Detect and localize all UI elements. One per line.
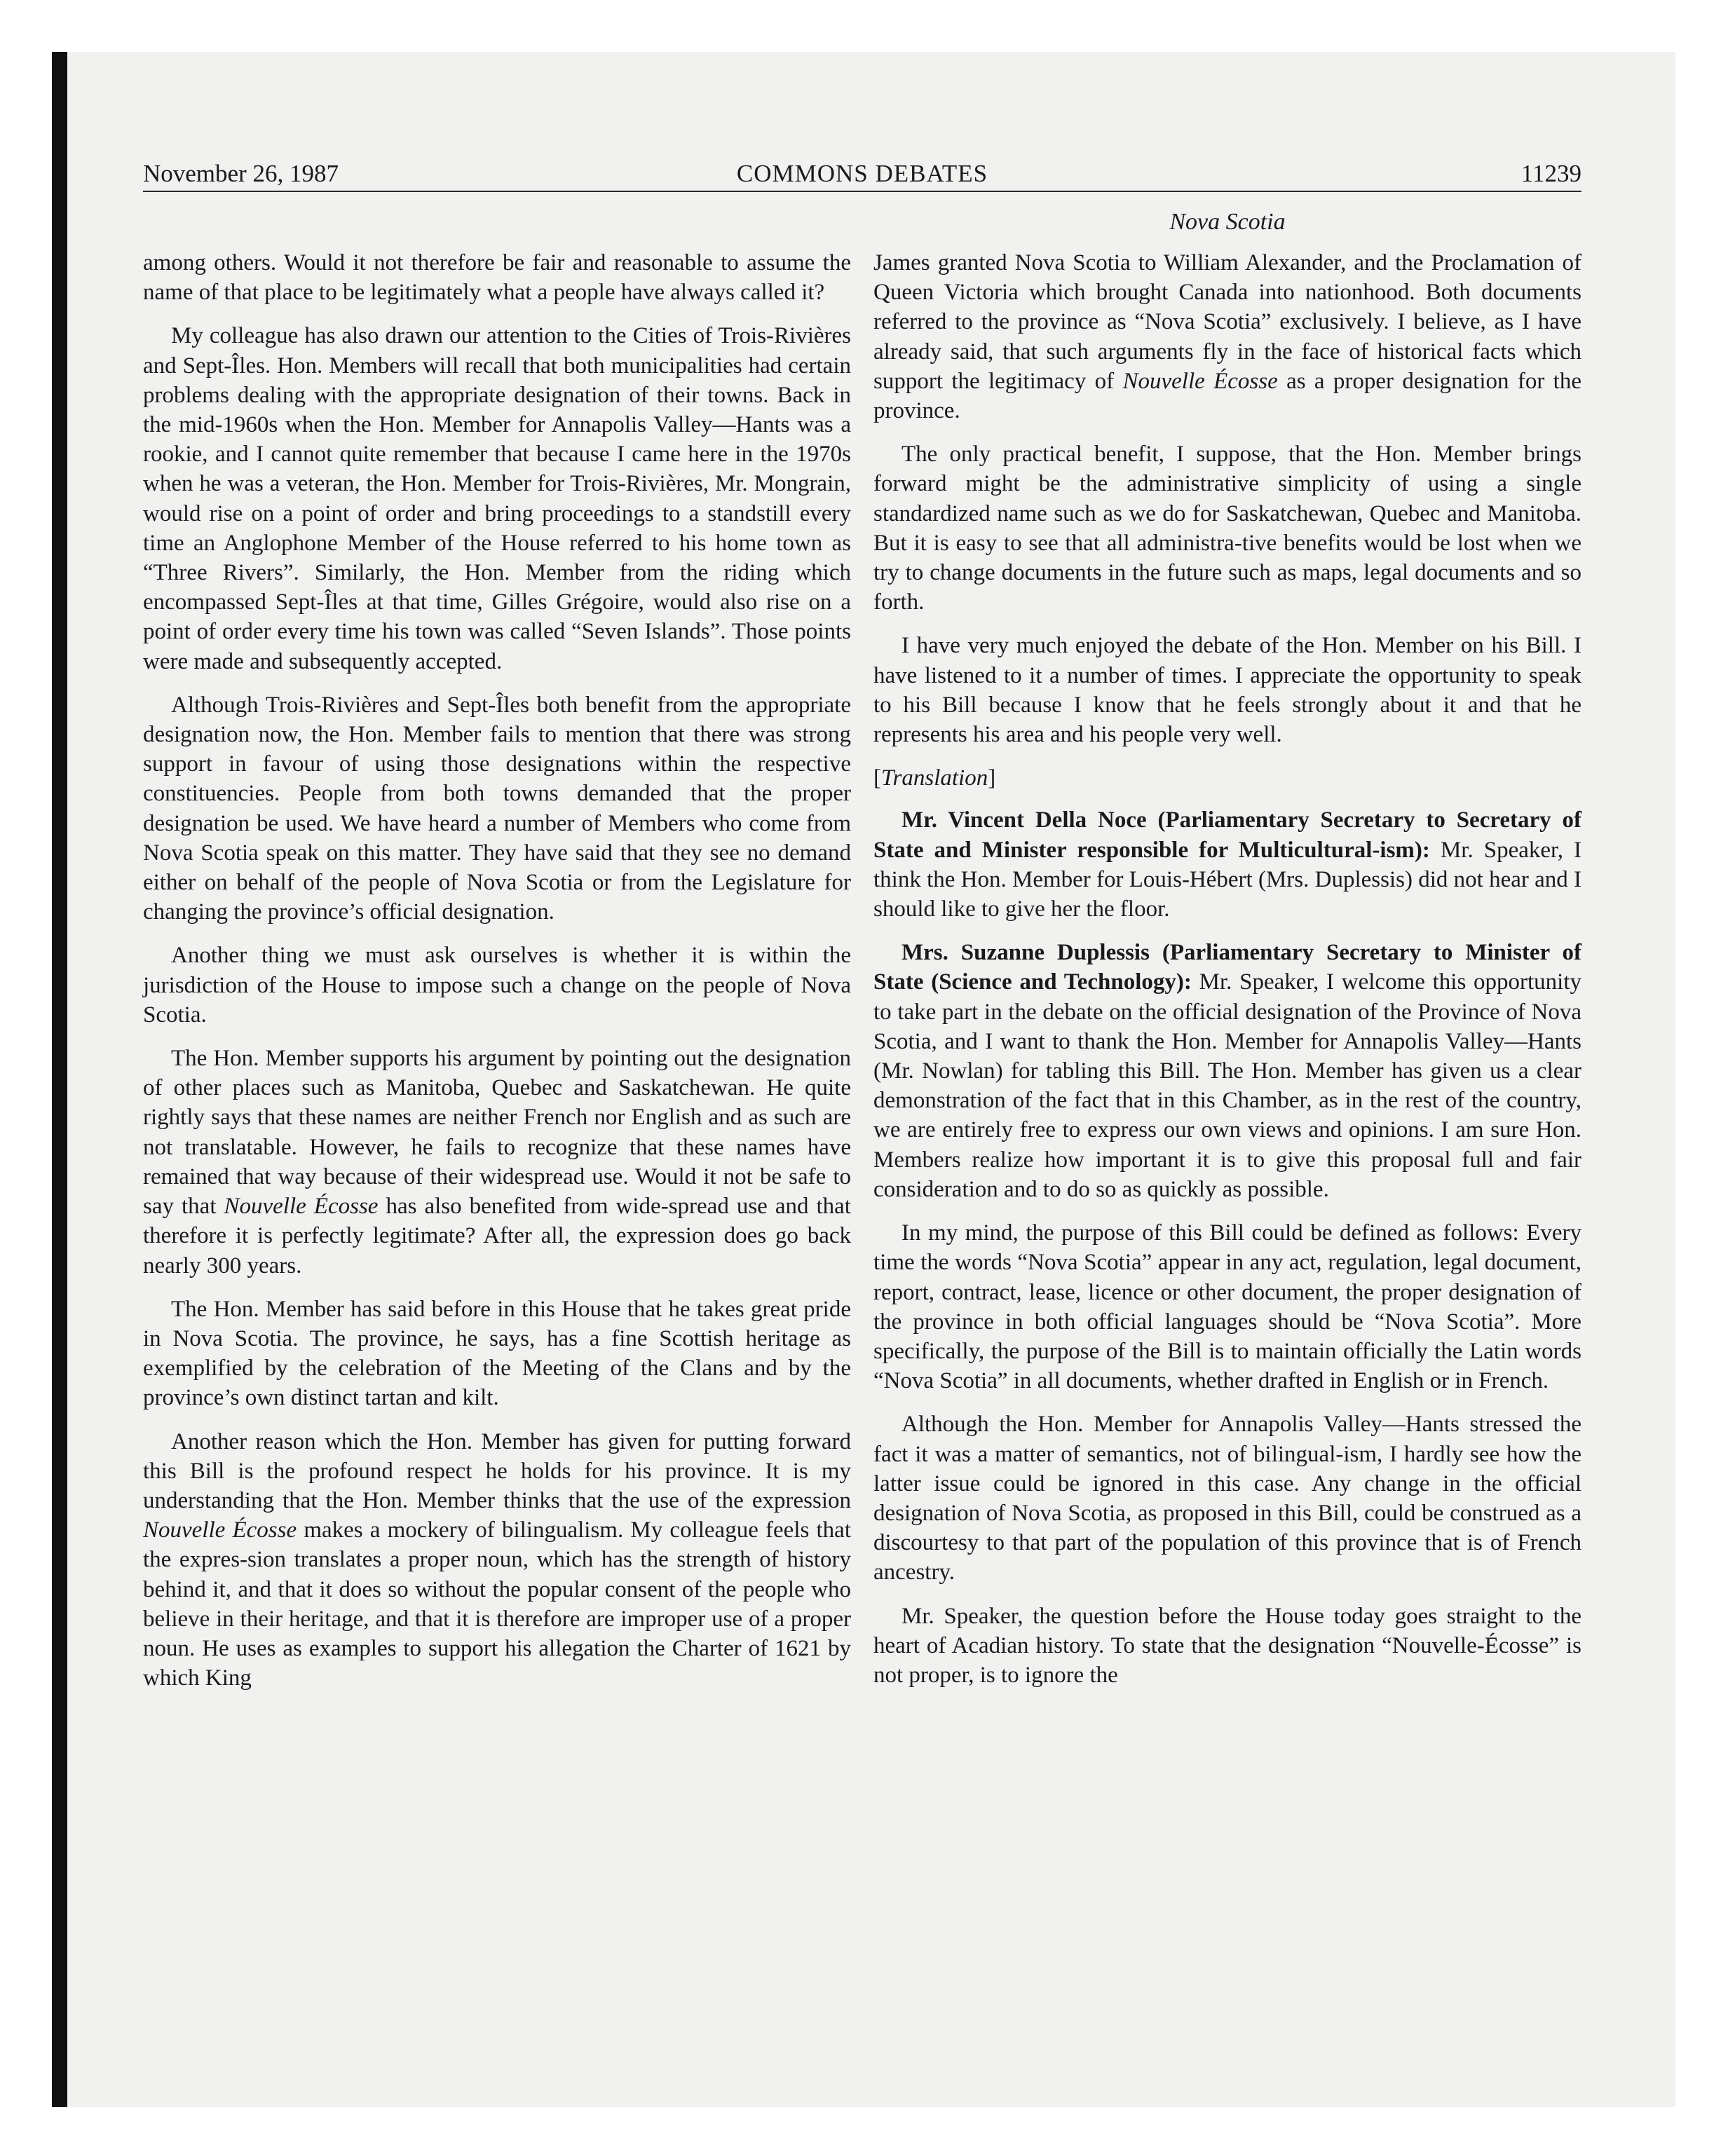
italic-term: Nouvelle Écosse [224,1194,379,1220]
paragraph: I have very much enjoyed the debate of the Hon. Member on his Bill. I have listened to it a number of times. I appreciate the opportunity to speak to his Bill because I know that he feels strongly about it and that he represents his area and his people very well. [873,633,1581,748]
italic-term: Nouvelle Écosse [1122,368,1278,394]
translation-tag-text: Translation [881,765,988,791]
paragraph-text: as a proper designation for the province. [873,368,1582,424]
paragraph-text: has also benefited from wide-spread use and that therefore it is perfectly legitimate? After all, the expression does go back nearly 300 years. [143,1194,851,1278]
paragraph-text: Another reason which the Hon. Member has given for putting forward this Bill is the profound respect he holds for his province. It is my understanding that the Hon. Member thinks that the use of the expression [143,1428,851,1513]
paragraph [143,1427,851,1693]
paragraph: The only practical benefit, I suppose, that the Hon. Member brings forward might be the administrative simplicity of using a single standardized name such as we do for Saskatchewan, Quebec and Manitoba. But it is easy to see that all administra-tive benefits would be lost when we try to change documents in the future such as maps, legal documents and so forth. [873,442,1581,615]
paragraph-text: The Hon. Member supports his argument by pointing out the designation of other places such as Manitoba, Quebec and Saskatchewan. He quite rightly says that these names are neither French nor English and as such are not translatable. However, he fails to recognize that these names have remained that way because of their widespread use. Would it not be safe to say that [143,1046,851,1220]
page-header [143,156,1581,192]
header-page-number: 11239 [1520,160,1581,187]
paragraph: My colleague has also drawn our attention to the Cities of Trois-Rivières and Sept-Îles. Hon. Members will recall that both municipalities had certain problems dealing with the appropriate designation of their towns. Back in the mid-1960s when the Hon. Member for Annapolis Valley—Hants was a rookie, and I cannot quite remember that because I came here in the 1970s when he was a veteran, the Hon. Member for Trois-Rivières, Mr. Mongrain, would rise on a point of order and bring proceedings to a standstill every time an Anglophone Member of the House referred to his home town as “Three Rivers”. Similarly, the Hon. Member from the riding which encompassed Sept-Îles at that time, Gilles Grégoire, would also rise on a point of order every time his town was called “Seven Islands”. Those points were made and subsequently accepted. [143,323,851,674]
header-publication: COMMONS DEBATES [736,160,988,187]
paragraph: In my mind, the purpose of this Bill could be defined as follows: Every time the words “Nova Scotia” appear in any act, regulation, legal document, report, contract, lease, licence or other document, the proper designation of the province in both official languages should be “Nova Scotia”. More specifically, the purpose of the Bill is to maintain officially the Latin words “Nova Scotia” in all documents, whether drafted in English or in French. [873,1220,1581,1394]
paragraph: Although the Hon. Member for Annapolis Valley—Hants stressed the fact it was a matter of semantics, not of bilingual-ism, I hardly see how the latter issue could be ignored in this case. Any change in the official designation of Nova Scotia, as proposed in this Bill, could be construed as a discourtesy to that part of the population of this province that is of French ancestry. [873,1412,1581,1585]
paragraph-text: James granted Nova Scotia to William Alexander, and the Proclamation of Queen Victoria which brought Canada into nationhood. Both documents referred to the province as “Nova Scotia” exclusively. I believe, as I have already said, that such arguments fly in the face of historical facts which support the legitimacy of [873,250,1581,394]
paragraph: Another thing we must ask ourselves is whether it is within the jurisdiction of the House to impose such a change on the people of Nova Scotia. [143,943,851,1028]
paragraph: Although Trois-Rivières and Sept-Îles both benefit from the appropriate designation now, the Hon. Member fails to mention that there was strong support in favour of using those designations within the respective constituencies. People from both towns demanded that the proper designation be used. We have heard a number of Members who come from Nova Scotia speak on this matter. They have said that they see no demand either on behalf of the people of Nova Scotia or from the Legislature for changing the province’s official designation. [143,692,851,925]
right-column [873,248,1581,1704]
paragraph: Mr. Speaker, the question before the House today goes straight to the heart of Acadian history. To state that the designation “Nouvelle-Écosse” is not proper, is to ignore the [873,1603,1581,1688]
speech-paragraph [873,938,1581,1204]
header-date: November 26, 1987 [143,160,339,187]
paragraph-text: makes a mockery of bilingualism. My colleague feels that the expres-sion translates a proper noun, which has the strength of history behind it, and that it does so without the popular consent of the people who believe in their heritage, and that it is therefore are improper use of a proper noun. He uses as examples to support his allegation the Charter of 1621 by which King [143,1517,851,1691]
italic-term: Nouvelle Écosse [143,1517,297,1543]
header-rule [143,191,1581,192]
paragraph [143,1044,851,1281]
left-column [143,248,851,1707]
speech-paragraph [873,805,1581,924]
speech-text: Mr. Speaker, I welcome this opportunity to take part in the debate on the official designation of the Province of Nova Scotia, and I want to thank the Hon. Member for Annapolis Valley—Hants (Mr. Nowlan) for tabling this Bill. The Hon. Member has given us a clear demonstration of the fact that in this Chamber, as in the rest of the country, we are entirely free to express our own views and opinions. I am sure Hon. Members realize how important it is to give this proposal full and fair consideration and to do so as quickly as possible. [873,969,1582,1202]
subject-heading: Nova Scotia [1169,209,1286,235]
paragraph: The Hon. Member has said before in this House that he takes great pride in Nova Scotia. The province, he says, has a fine Scottish heritage as exemplified by the celebration of the Meeting of the Clans and by the province’s own distinct tartan and kilt. [143,1296,851,1411]
translation-tag: [Translation] [873,765,996,791]
speaker-name: Mr. Vincent Della Noce (Parliamentary Secretary to Secretary of State and Minister responsible for Multicultural-ism): [873,807,1581,863]
paragraph [873,248,1581,425]
speech-text: Mr. Speaker, I think the Hon. Member for Louis-Hébert (Mrs. Duplessis) did not hear and I should like to give her the floor. [873,837,1581,922]
speaker-name: Mrs. Suzanne Duplessis (Parliamentary Secretary to Minister of State (Science and Technology): [873,940,1581,995]
binding-edge [52,52,67,2107]
paragraph: among others. Would it not therefore be fair and reasonable to assume the name of that place to be legitimately what a people have always called it? [143,250,851,306]
